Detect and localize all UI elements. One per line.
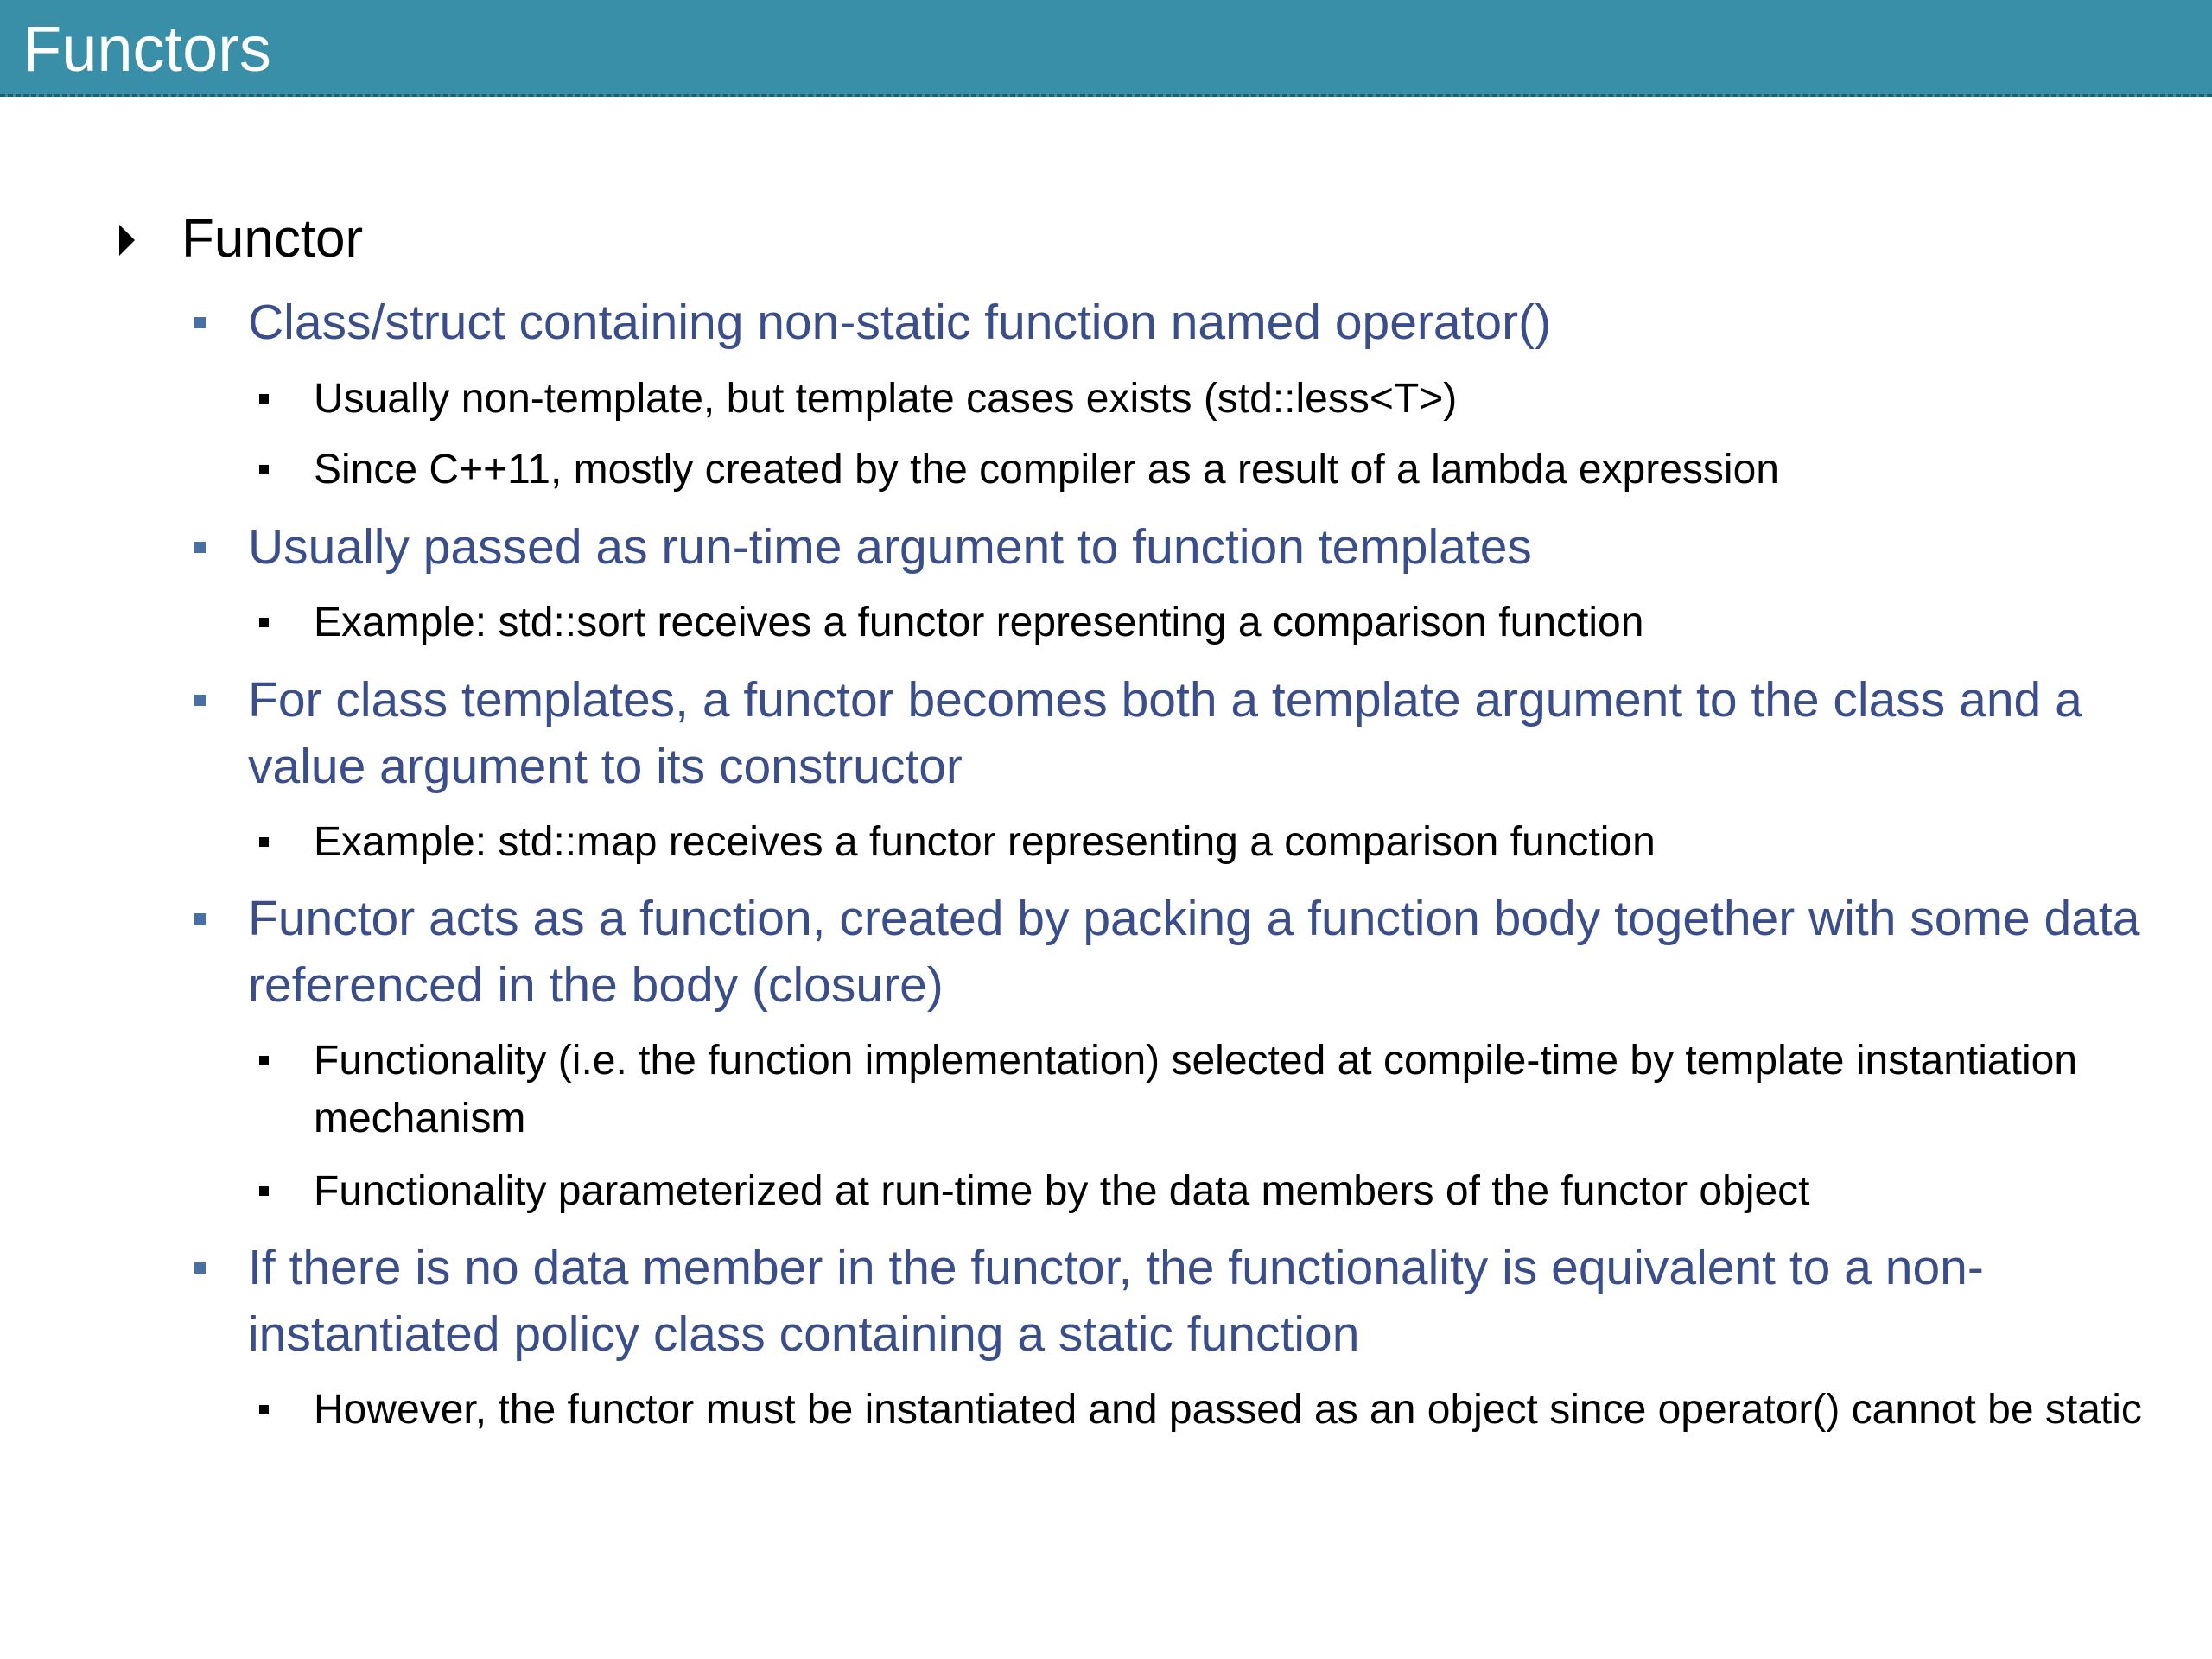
- bullet-text: For class templates, a functor becomes both a template argument to the class and a value argument to its constructor: [248, 672, 2082, 794]
- square-bullet-icon: [259, 1186, 269, 1196]
- square-bullet-icon: [259, 837, 269, 847]
- square-bullet-icon: [259, 618, 269, 627]
- slide-title: Functors: [22, 13, 271, 85]
- square-bullet-icon: [194, 542, 206, 553]
- bullet-text: Example: std::sort receives a functor representing a comparison function: [314, 600, 1644, 645]
- square-bullet-icon: [194, 1262, 206, 1274]
- bullet-text: Usually passed as run-time argument to function templates: [248, 519, 1532, 575]
- square-bullet-icon: [259, 394, 269, 404]
- square-bullet-icon: [259, 1056, 269, 1065]
- bullet-text: Functionality parameterized at run-time by the data members of the functor object: [314, 1168, 1810, 1214]
- bullet-text: If there is no data member in the functor, the functionality is equivalent to a non-instantiated policy class containing a static function: [248, 1240, 1984, 1362]
- square-bullet-icon: [194, 695, 206, 706]
- title-bar: [0, 0, 2212, 97]
- square-bullet-icon: [259, 1405, 269, 1414]
- bullet-text: Functor acts as a function, created by packing a function body together with some data referenced in the body (closure): [248, 891, 2140, 1013]
- square-bullet-icon: [194, 317, 206, 328]
- bullet-text: Example: std::map receives a functor representing a comparison function: [314, 819, 1656, 865]
- bullet-heading: Functor: [181, 209, 364, 269]
- square-bullet-icon: [259, 465, 269, 474]
- square-bullet-icon: [194, 913, 206, 925]
- bullet-text: Class/struct containing non-static function named operator(): [248, 295, 1552, 350]
- bullet-text: Usually non-template, but template cases exists (std::less<T>): [314, 376, 1458, 422]
- bullet-text: Functionality (i.e. the function implementation) selected at compile-time by template instantiation mechanism: [314, 1038, 2078, 1141]
- triangle-bullet-icon: [119, 225, 135, 256]
- bullet-text: However, the functor must be instantiated and passed as an object since operator() cannot be static: [314, 1387, 2142, 1433]
- bullet-text: Since C++11, mostly created by the compiler as a result of a lambda expression: [314, 447, 1779, 493]
